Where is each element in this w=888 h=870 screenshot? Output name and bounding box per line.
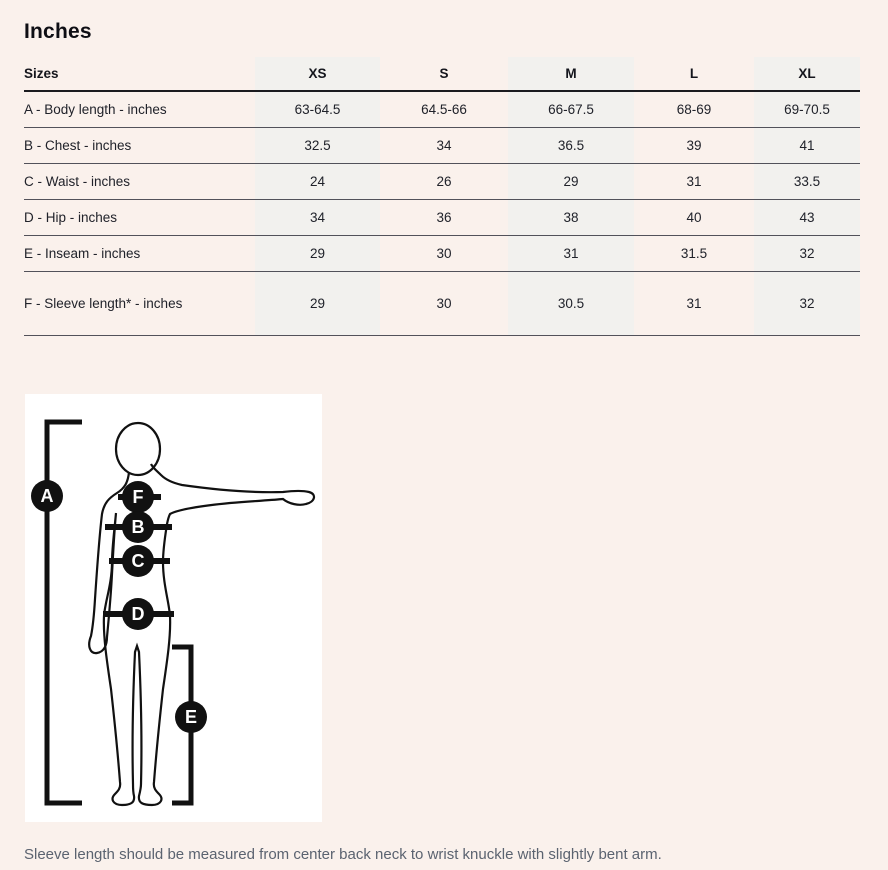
- row-label: A - Body length - inches: [24, 91, 255, 127]
- row-label: B - Chest - inches: [24, 127, 255, 163]
- column-header-sizes: Sizes: [24, 57, 255, 91]
- size-chart-table: [24, 57, 860, 336]
- size-cell: 39: [634, 127, 754, 163]
- table-row: [24, 127, 860, 163]
- size-cell: 31: [634, 271, 754, 335]
- column-header-s: S: [380, 57, 508, 91]
- column-header-l: L: [634, 57, 754, 91]
- row-label: D - Hip - inches: [24, 199, 255, 235]
- label-d: D: [131, 603, 145, 624]
- column-header-m: M: [508, 57, 634, 91]
- size-cell: 41: [754, 127, 860, 163]
- size-cell: 30: [380, 235, 508, 271]
- sleeve-length-footnote: Sleeve length should be measured from center back neck to wrist knuckle with slightly bent arm.: [24, 845, 662, 863]
- bracket-a: [47, 422, 82, 803]
- size-cell: 43: [754, 199, 860, 235]
- size-cell: 66-67.5: [508, 91, 634, 127]
- size-cell: 31: [508, 235, 634, 271]
- size-cell: 32: [754, 235, 860, 271]
- size-cell: 30: [380, 271, 508, 335]
- size-cell: 33.5: [754, 163, 860, 199]
- page-title: Inches: [24, 20, 92, 43]
- size-cell: 38: [508, 199, 634, 235]
- size-cell: 34: [255, 199, 380, 235]
- size-cell: 32.5: [255, 127, 380, 163]
- label-f: F: [132, 486, 144, 507]
- size-cell: 36.5: [508, 127, 634, 163]
- size-cell: 30.5: [508, 271, 634, 335]
- row-label: C - Waist - inches: [24, 163, 255, 199]
- size-cell: 69-70.5: [754, 91, 860, 127]
- label-b: B: [131, 516, 145, 537]
- size-cell: 29: [255, 235, 380, 271]
- size-cell: 29: [255, 271, 380, 335]
- label-e: E: [184, 706, 198, 727]
- column-header-xl: XL: [754, 57, 860, 91]
- table-row: [24, 235, 860, 271]
- body-outline: [89, 464, 314, 805]
- size-cell: 29: [508, 163, 634, 199]
- size-cell: 64.5-66: [380, 91, 508, 127]
- size-cell: 34: [380, 127, 508, 163]
- size-cell: 36: [380, 199, 508, 235]
- size-cell: 40: [634, 199, 754, 235]
- size-cell: 63-64.5: [255, 91, 380, 127]
- size-cell: 26: [380, 163, 508, 199]
- body-measurement-figure: [25, 394, 322, 822]
- size-cell: 24: [255, 163, 380, 199]
- table-row: [24, 199, 860, 235]
- size-cell: 68-69: [634, 91, 754, 127]
- table-row: [24, 271, 860, 335]
- row-label: F - Sleeve length* - inches: [24, 271, 255, 335]
- size-cell: 31: [634, 163, 754, 199]
- column-header-xs: XS: [255, 57, 380, 91]
- size-cell: 31.5: [634, 235, 754, 271]
- measurement-diagram: [25, 394, 322, 822]
- header-row: [24, 57, 860, 91]
- table-row: [24, 91, 860, 127]
- size-cell: 32: [754, 271, 860, 335]
- table-row: [24, 163, 860, 199]
- label-a: A: [40, 485, 54, 506]
- row-label: E - Inseam - inches: [24, 235, 255, 271]
- label-c: C: [131, 550, 145, 571]
